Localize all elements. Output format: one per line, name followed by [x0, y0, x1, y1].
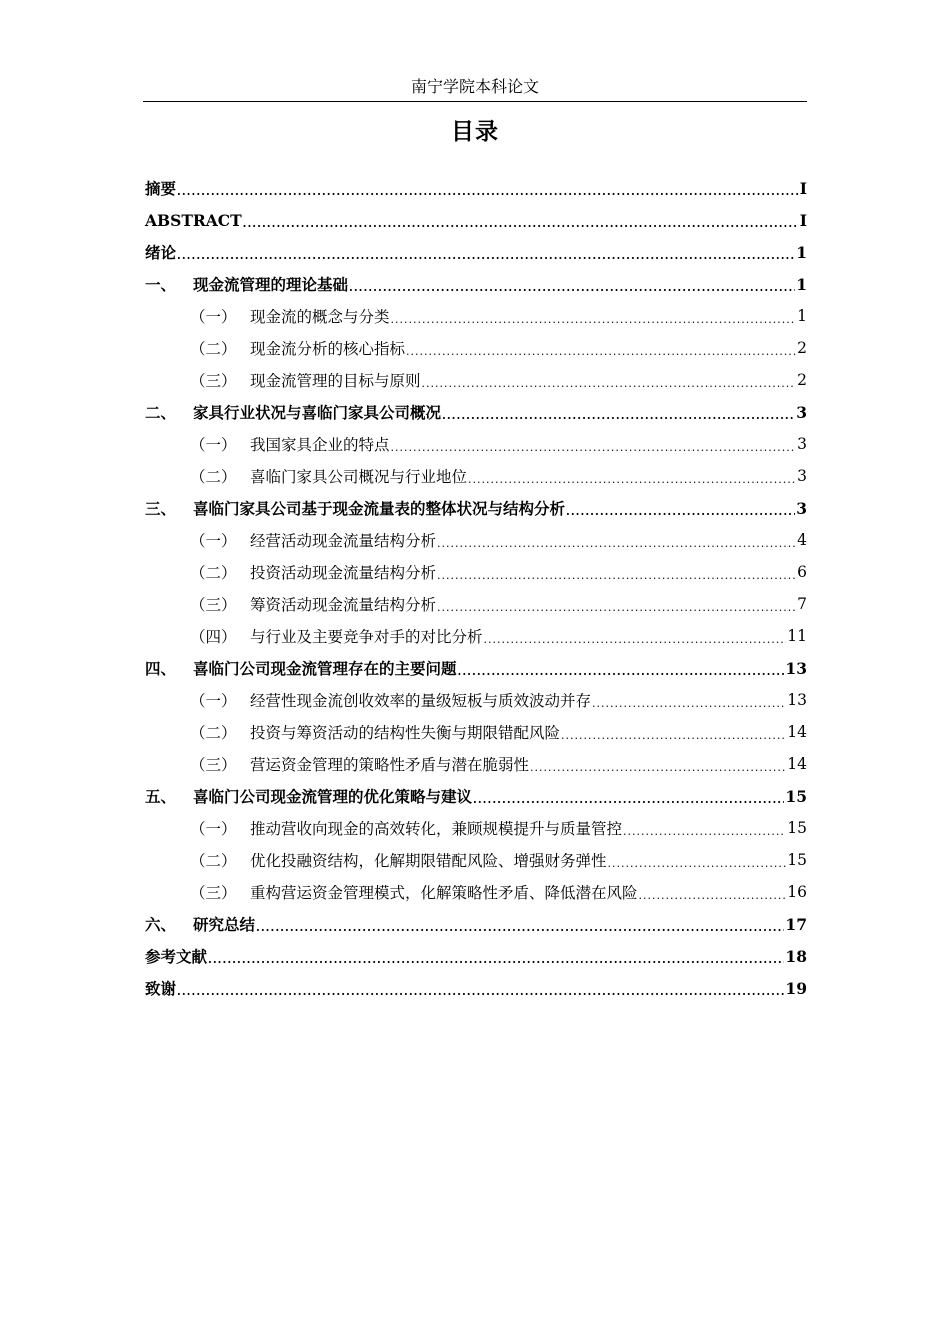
toc-page-number: 14 [787, 723, 807, 741]
toc-entry[interactable] [145, 652, 807, 684]
toc-entry-title: 家具行业状况与喜临门家具公司概况 [193, 403, 442, 422]
toc-page-number: 15 [787, 819, 807, 837]
toc-entry-number: （一） [190, 532, 237, 550]
toc-page-number: 4 [797, 531, 807, 549]
toc-entry[interactable] [145, 748, 807, 780]
toc-entry-title: 喜临门家具公司基于现金流量表的整体状况与结构分析 [193, 499, 566, 518]
toc-entry-number: （二） [190, 852, 237, 870]
toc-entry-number: （一） [190, 308, 237, 326]
toc-page-number: 2 [797, 371, 807, 389]
toc-page-number: I [799, 178, 807, 198]
toc-entry-label [145, 529, 436, 551]
toc-entry-number: 二、 [145, 403, 177, 422]
toc-entry-title: 重构营运资金管理模式，化解策略性矛盾、降低潜在风险 [250, 884, 638, 902]
dot-leader [623, 825, 786, 838]
dot-leader [437, 537, 796, 550]
toc-entry-title: 现金流的概念与分类 [250, 308, 390, 326]
dot-leader [592, 697, 786, 710]
toc-page-number: 2 [797, 339, 807, 357]
toc-entry-title: ABSTRACT [145, 210, 242, 230]
toc-entry[interactable] [145, 364, 807, 396]
toc-entry-number: （三） [190, 372, 237, 390]
dot-leader [473, 793, 784, 806]
toc-entry-label [145, 753, 529, 775]
dot-leader [639, 889, 787, 902]
toc-entry-label [145, 945, 207, 967]
toc-entry-title: 推动营收向现金的高效转化，兼顾规模提升与质量管控 [250, 820, 623, 838]
toc-page-number: 1 [796, 274, 807, 294]
toc-page-number: I [799, 210, 807, 230]
toc-page-number: 13 [787, 691, 807, 709]
toc-page-number: 6 [797, 563, 807, 581]
toc-entry-number: 三、 [145, 499, 177, 518]
toc-entry-title: 喜临门公司现金流管理的优化策略与建议 [193, 787, 473, 806]
toc-page-number: 1 [797, 307, 807, 325]
toc-entry-title: 投资与筹资活动的结构性失衡与期限错配风险 [250, 724, 561, 742]
toc-entry[interactable] [145, 460, 807, 492]
toc-entry-title: 投资活动现金流量结构分析 [250, 564, 437, 582]
toc-entry-title: 优化投融资结构，化解期限错配风险、增强财务弹性 [250, 852, 607, 870]
toc-entry-label [145, 273, 348, 295]
dot-leader [177, 185, 799, 198]
toc-entry-label [145, 593, 436, 615]
toc-page-number: 3 [796, 402, 807, 422]
toc-entry-label [145, 177, 176, 199]
toc-page-number: 11 [787, 627, 807, 645]
table-of-contents [145, 172, 807, 1004]
toc-entry-label [145, 305, 390, 327]
toc-entry-number: （二） [190, 340, 237, 358]
dot-leader [349, 281, 795, 294]
toc-page-number: 7 [797, 595, 807, 613]
toc-entry-number: 四、 [145, 659, 177, 678]
dot-leader [256, 921, 784, 934]
toc-page-number: 3 [797, 467, 807, 485]
toc-entry-label [145, 465, 467, 487]
toc-entry-label [145, 401, 441, 423]
toc-entry-title: 研究总结 [193, 915, 256, 934]
toc-entry-number: （三） [190, 596, 237, 614]
toc-entry-title: 现金流分析的核心指标 [250, 340, 406, 358]
header-divider [143, 101, 807, 102]
toc-entry-label [145, 625, 483, 647]
toc-entry-number: （一） [190, 692, 237, 710]
toc-entry-label [145, 881, 638, 903]
toc-entry[interactable] [145, 236, 807, 268]
dot-leader [484, 633, 787, 646]
toc-entry-number: （二） [190, 724, 237, 742]
dot-leader [561, 729, 786, 742]
toc-entry[interactable] [145, 588, 807, 620]
toc-entry-number: （二） [190, 468, 237, 486]
toc-page-number: 15 [785, 786, 807, 806]
toc-entry-number: 一、 [145, 275, 177, 294]
toc-entry-title: 现金流管理的目标与原则 [250, 372, 421, 390]
toc-entry-label [145, 849, 607, 871]
toc-page-number: 17 [785, 914, 807, 934]
toc-entry-title: 现金流管理的理论基础 [193, 275, 349, 294]
toc-entry-title: 摘要 [145, 179, 177, 198]
toc-entry-number: 六、 [145, 915, 177, 934]
toc-entry-label [145, 689, 591, 711]
toc-entry-number: （四） [190, 628, 237, 646]
toc-entry-title: 绪论 [145, 243, 177, 262]
dot-leader [442, 409, 795, 422]
toc-entry[interactable] [145, 172, 807, 204]
toc-entry[interactable] [145, 492, 807, 524]
toc-page-number: 3 [797, 435, 807, 453]
toc-entry[interactable] [145, 940, 807, 972]
toc-entry-label [145, 241, 176, 263]
dot-leader [177, 249, 795, 262]
toc-page-number: 16 [787, 883, 807, 901]
toc-entry[interactable] [145, 780, 807, 812]
toc-entry-number: （一） [190, 820, 237, 838]
dot-leader [391, 441, 797, 454]
toc-entry-number: （二） [190, 564, 237, 582]
dot-leader [406, 345, 796, 358]
toc-entry[interactable] [145, 620, 807, 652]
toc-entry[interactable] [145, 716, 807, 748]
toc-entry[interactable] [145, 300, 807, 332]
toc-entry[interactable] [145, 972, 807, 1004]
toc-entry[interactable] [145, 332, 807, 364]
toc-entry[interactable] [145, 876, 807, 908]
dot-leader [530, 761, 786, 774]
toc-entry[interactable] [145, 844, 807, 876]
dot-leader [608, 857, 787, 870]
dot-leader [566, 505, 795, 518]
toc-page-number: 3 [796, 498, 807, 518]
toc-entry-label [145, 977, 176, 999]
toc-entry-label [145, 913, 255, 935]
toc-entry-title: 喜临门公司现金流管理存在的主要问题 [193, 659, 457, 678]
toc-entry-title: 致谢 [145, 979, 177, 998]
toc-entry-label [145, 337, 405, 359]
toc-page-number: 18 [785, 946, 807, 966]
toc-page-number: 13 [785, 658, 807, 678]
toc-entry-title: 筹资活动现金流量结构分析 [250, 596, 437, 614]
toc-entry-number: （一） [190, 436, 237, 454]
toc-entry[interactable] [145, 268, 807, 300]
toc-entry[interactable] [145, 684, 807, 716]
toc-entry-label [145, 785, 472, 807]
toc-entry-title: 营运资金管理的策略性矛盾与潜在脆弱性 [250, 756, 530, 774]
toc-page-number: 15 [787, 851, 807, 869]
toc-entry[interactable] [145, 204, 807, 236]
toc-entry-label [145, 497, 565, 519]
toc-entry-number: （三） [190, 884, 237, 902]
dot-leader [468, 473, 796, 486]
toc-entry-label [145, 561, 436, 583]
toc-entry[interactable] [145, 908, 807, 940]
dot-leader [458, 665, 785, 678]
toc-entry[interactable] [145, 524, 807, 556]
page-header: 南宁学院本科论文 [410, 77, 539, 96]
dot-leader [422, 377, 797, 390]
toc-entry-label [145, 721, 560, 743]
dot-leader [243, 217, 799, 230]
toc-entry-number: 五、 [145, 787, 177, 806]
dot-leader [391, 313, 797, 326]
toc-entry-label [145, 433, 390, 455]
toc-entry[interactable] [145, 428, 807, 460]
toc-entry[interactable] [145, 556, 807, 588]
toc-entry[interactable] [145, 396, 807, 428]
dot-leader [437, 569, 796, 582]
toc-entry-title: 经营性现金流创收效率的量级短板与质效波动并存 [250, 692, 592, 710]
toc-entry-title: 经营活动现金流量结构分析 [250, 532, 437, 550]
toc-entry-title: 参考文献 [145, 947, 208, 966]
page-title: 目录 [451, 118, 499, 145]
toc-entry-title: 我国家具企业的特点 [250, 436, 390, 454]
toc-entry-label [145, 211, 242, 230]
toc-page-number: 1 [796, 242, 807, 262]
dot-leader [177, 985, 784, 998]
toc-entry-label [145, 817, 622, 839]
toc-entry-label [145, 657, 457, 679]
dot-leader [437, 601, 796, 614]
toc-entry-number: （三） [190, 756, 237, 774]
toc-entry-label [145, 369, 421, 391]
toc-entry[interactable] [145, 812, 807, 844]
toc-entry-title: 与行业及主要竞争对手的对比分析 [250, 628, 483, 646]
toc-entry-title: 喜临门家具公司概况与行业地位 [250, 468, 468, 486]
toc-page-number: 14 [787, 755, 807, 773]
dot-leader [208, 953, 784, 966]
toc-page-number: 19 [785, 978, 807, 998]
